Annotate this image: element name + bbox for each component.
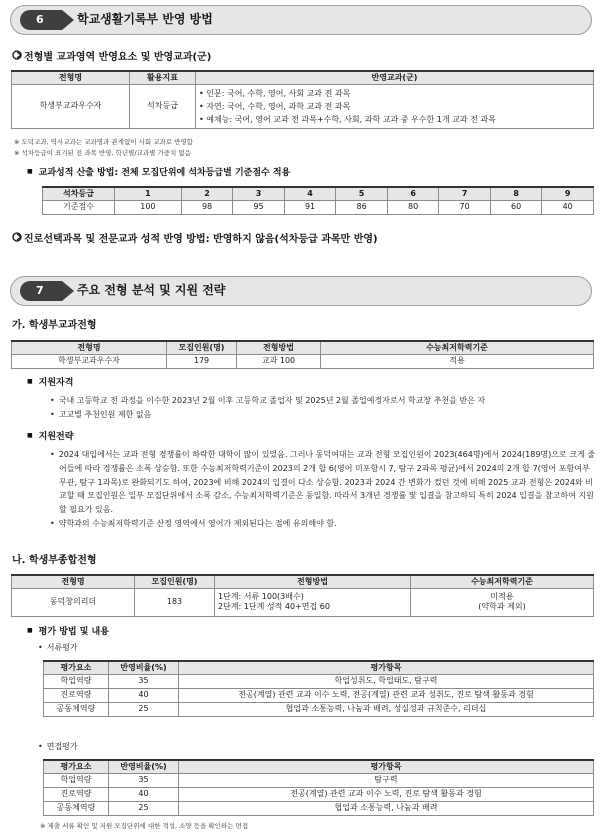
table-cell-min: 미적용 (약학과 제외) bbox=[411, 588, 594, 616]
table-cell: 학생부교과우수자 bbox=[12, 84, 130, 128]
subheading-subject-areas bbox=[12, 50, 211, 64]
table-header: 수능최저학력기준 bbox=[321, 341, 594, 354]
evaluation-title: ■ 평가 방법 및 내용 bbox=[27, 627, 109, 638]
score-cell: 40 bbox=[542, 200, 594, 214]
table-row: 진로역량 40 전공(계열) 관련 교과 이수 노력, 진로 탐색 활동과 경험 bbox=[44, 787, 594, 801]
heading-ga: 가. 학생부교과전형 bbox=[12, 320, 97, 331]
list-item: • 인문: 국어, 수학, 영어, 사회 교과 전 과목 bbox=[199, 88, 351, 98]
grade-cell: 2 bbox=[181, 187, 233, 200]
table-cell-subjects bbox=[196, 84, 594, 128]
document-eval-table bbox=[43, 660, 594, 717]
section-title: 주요 전형 분석 및 지원 전략 bbox=[77, 283, 226, 297]
grade-cell: 5 bbox=[336, 187, 388, 200]
table-header: 전형명 bbox=[12, 575, 135, 588]
table-header: 평가항목 bbox=[179, 760, 594, 773]
subheading-text: 진로선택과목 및 전문교과 성적 반영 방법: 반영하지 않음(석차등급 과목만 반영) bbox=[24, 234, 378, 245]
table-header: 전형방법 bbox=[237, 341, 321, 354]
table-cell-method bbox=[215, 588, 411, 616]
table-cell: 기준점수 bbox=[43, 200, 115, 214]
arrow-icon bbox=[12, 50, 24, 64]
table-cell: 183 bbox=[135, 588, 215, 616]
subject-area-table bbox=[11, 70, 594, 129]
table-header: 모집인원(명) bbox=[167, 341, 237, 354]
grade-cell: 4 bbox=[284, 187, 336, 200]
score-cell: 91 bbox=[284, 200, 336, 214]
score-cell: 80 bbox=[387, 200, 439, 214]
interview-footnote: ※ 제출 서류 확인 및 지원 모집단위에 대한 적성, 소양 등을 확인하는 면접 bbox=[40, 822, 249, 830]
table-header: 반영비율(%) bbox=[109, 760, 179, 773]
grade-cell: 3 bbox=[233, 187, 285, 200]
interview-eval-title: • 면접평가 bbox=[38, 742, 78, 752]
score-cell: 95 bbox=[233, 200, 285, 214]
score-cell: 98 bbox=[181, 200, 233, 214]
grade-score-table bbox=[42, 186, 594, 215]
table-cell: 179 bbox=[167, 354, 237, 368]
grade-cell: 8 bbox=[490, 187, 542, 200]
table-row: 진로역량 40 전공(계열) 관련 교과 이수 노력, 전공(계열) 관련 교과 성취도, 진로 탐색 활동과 경험 bbox=[44, 688, 594, 702]
table-row: 학업역량 35 탐구력 bbox=[44, 773, 594, 787]
table-header: 전형명 bbox=[12, 71, 130, 84]
score-cell: 70 bbox=[439, 200, 491, 214]
arrow-icon bbox=[12, 232, 24, 246]
list-item: • 약학과의 수능최저학력기준 산정 영역에서 영어가 제외된다는 점에 유의해야 함. bbox=[50, 517, 595, 531]
table-header: 전형방법 bbox=[215, 575, 411, 588]
subheading-career-subjects bbox=[12, 232, 378, 246]
list-item: • 국내 고등학교 전 과정을 이수한 2023년 2월 이후 고등학교 졸업자 및 2025년 2월 졸업예정자로서 학교장 추천을 받은 자 bbox=[50, 394, 595, 408]
table-header: 석차등급 bbox=[43, 187, 115, 200]
interview-eval-table bbox=[43, 759, 594, 816]
list-item: • 2024 대입에서는 교과 전형 경쟁률이 하락한 대학이 많이 있었음. 그러나 동덕여대는 교과 전형 모집인원이 2023(464명)에서 2024(189명)으로 크게 줄어들에 따라 경쟁률은 소폭 상승함. 또한 수능최저학력기준이 2023의 2개 합 6(영어 미포함시 7, 탐구 2과목 평균)에서 2024의 2개 합 7(영어 포함여부 무관, 탐구 1과목)로 완화되기도 하여, 2023에 비해 2024의 입결이 다소 상승함. 2023과 2024 간 변화가 컸던 것에 비해 2025 교과 전형은 2024와 비교할 때 모집인원은 일부 모집단위에서 소폭 감소, 수능최저학력기준은 동일함. 따라서 3개년 경쟁률 및 입결을 참고하되 특히 2024 입결을 참고하여 지원할 필요가 있음. bbox=[50, 448, 595, 517]
score-cell: 60 bbox=[490, 200, 542, 214]
table-header: 반영교과(군) bbox=[196, 71, 594, 84]
table-header: 활용지표 bbox=[130, 71, 196, 84]
table-cell: 학생부교과우수자 bbox=[12, 354, 167, 368]
score-cell: 100 bbox=[115, 200, 182, 214]
grade-cell: 9 bbox=[542, 187, 594, 200]
table-header: 평가요소 bbox=[44, 661, 109, 674]
table-cell: 동덕창의리더 bbox=[12, 588, 135, 616]
note: ※ 석차등급이 표기된 전 과목 반영, 학년별/교과별 가중치 없음 bbox=[14, 149, 191, 157]
section-7-banner bbox=[10, 276, 592, 306]
table-cell: 적용 bbox=[321, 354, 594, 368]
subheading-text: 전형별 교과영역 반영요소 및 반영교과(군) bbox=[24, 52, 212, 63]
section-6-banner bbox=[10, 5, 592, 35]
grade-cell: 1 bbox=[115, 187, 182, 200]
method-line: 1단계: 서류 100(3배수) bbox=[218, 592, 304, 602]
section-number: 7 bbox=[20, 281, 62, 301]
list-item: • 자연: 국어, 수학, 영어, 과학 교과 전 과목 bbox=[199, 101, 351, 111]
document-eval-title: • 서류평가 bbox=[38, 643, 78, 653]
table-header: 모집인원(명) bbox=[135, 575, 215, 588]
grade-cell: 6 bbox=[387, 187, 439, 200]
table-cell: 교과 100 bbox=[237, 354, 321, 368]
strategy-list bbox=[50, 448, 595, 531]
table-header: 전형명 bbox=[12, 341, 167, 354]
table-cell: 석차등급 bbox=[130, 84, 196, 128]
table-row: 공동체역량 25 협업과 소통능력, 나눔과 배려, 성실성과 규칙준수, 리더십 bbox=[44, 702, 594, 716]
heading-na: 나. 학생부종합전형 bbox=[12, 555, 97, 566]
method-line: 2단계: 1단계 성적 40+면접 60 bbox=[218, 602, 330, 611]
list-item: • 예체능: 국어, 영어 교과 전 과목+수학, 사회, 과학 교과 중 우수한 1개 교과 전 과목 bbox=[199, 114, 496, 124]
grade-cell: 7 bbox=[439, 187, 491, 200]
score-cell: 86 bbox=[336, 200, 388, 214]
grade-method-title: ■ 교과성적 산출 방법: 전체 모집단위에 석차등급별 기준점수 적용 bbox=[27, 168, 290, 179]
section-title: 학교생활기록부 반영 방법 bbox=[77, 12, 213, 26]
list-item: • 고교별 추천인원 제한 없음 bbox=[50, 408, 595, 422]
table-header: 평가요소 bbox=[44, 760, 109, 773]
table-header: 수능최저학력기준 bbox=[411, 575, 594, 588]
strategy-title: ■ 지원전략 bbox=[27, 432, 73, 443]
ga-summary-table bbox=[11, 340, 594, 369]
qualification-list bbox=[50, 394, 595, 422]
section-number: 6 bbox=[20, 10, 62, 30]
qualification-title: ■ 지원자격 bbox=[27, 378, 73, 389]
na-summary-table bbox=[11, 574, 594, 617]
note: ※ 도덕교과, 역사교과는 교과명과 관계없이 사회 교과로 반영함 bbox=[14, 138, 193, 146]
table-row: 학업역량 35 학업성취도, 학업태도, 탐구력 bbox=[44, 674, 594, 688]
table-row: 공동체역량 25 협업과 소통능력, 나눔과 배려 bbox=[44, 801, 594, 815]
table-header: 반영비율(%) bbox=[109, 661, 179, 674]
table-header: 평가항목 bbox=[179, 661, 594, 674]
